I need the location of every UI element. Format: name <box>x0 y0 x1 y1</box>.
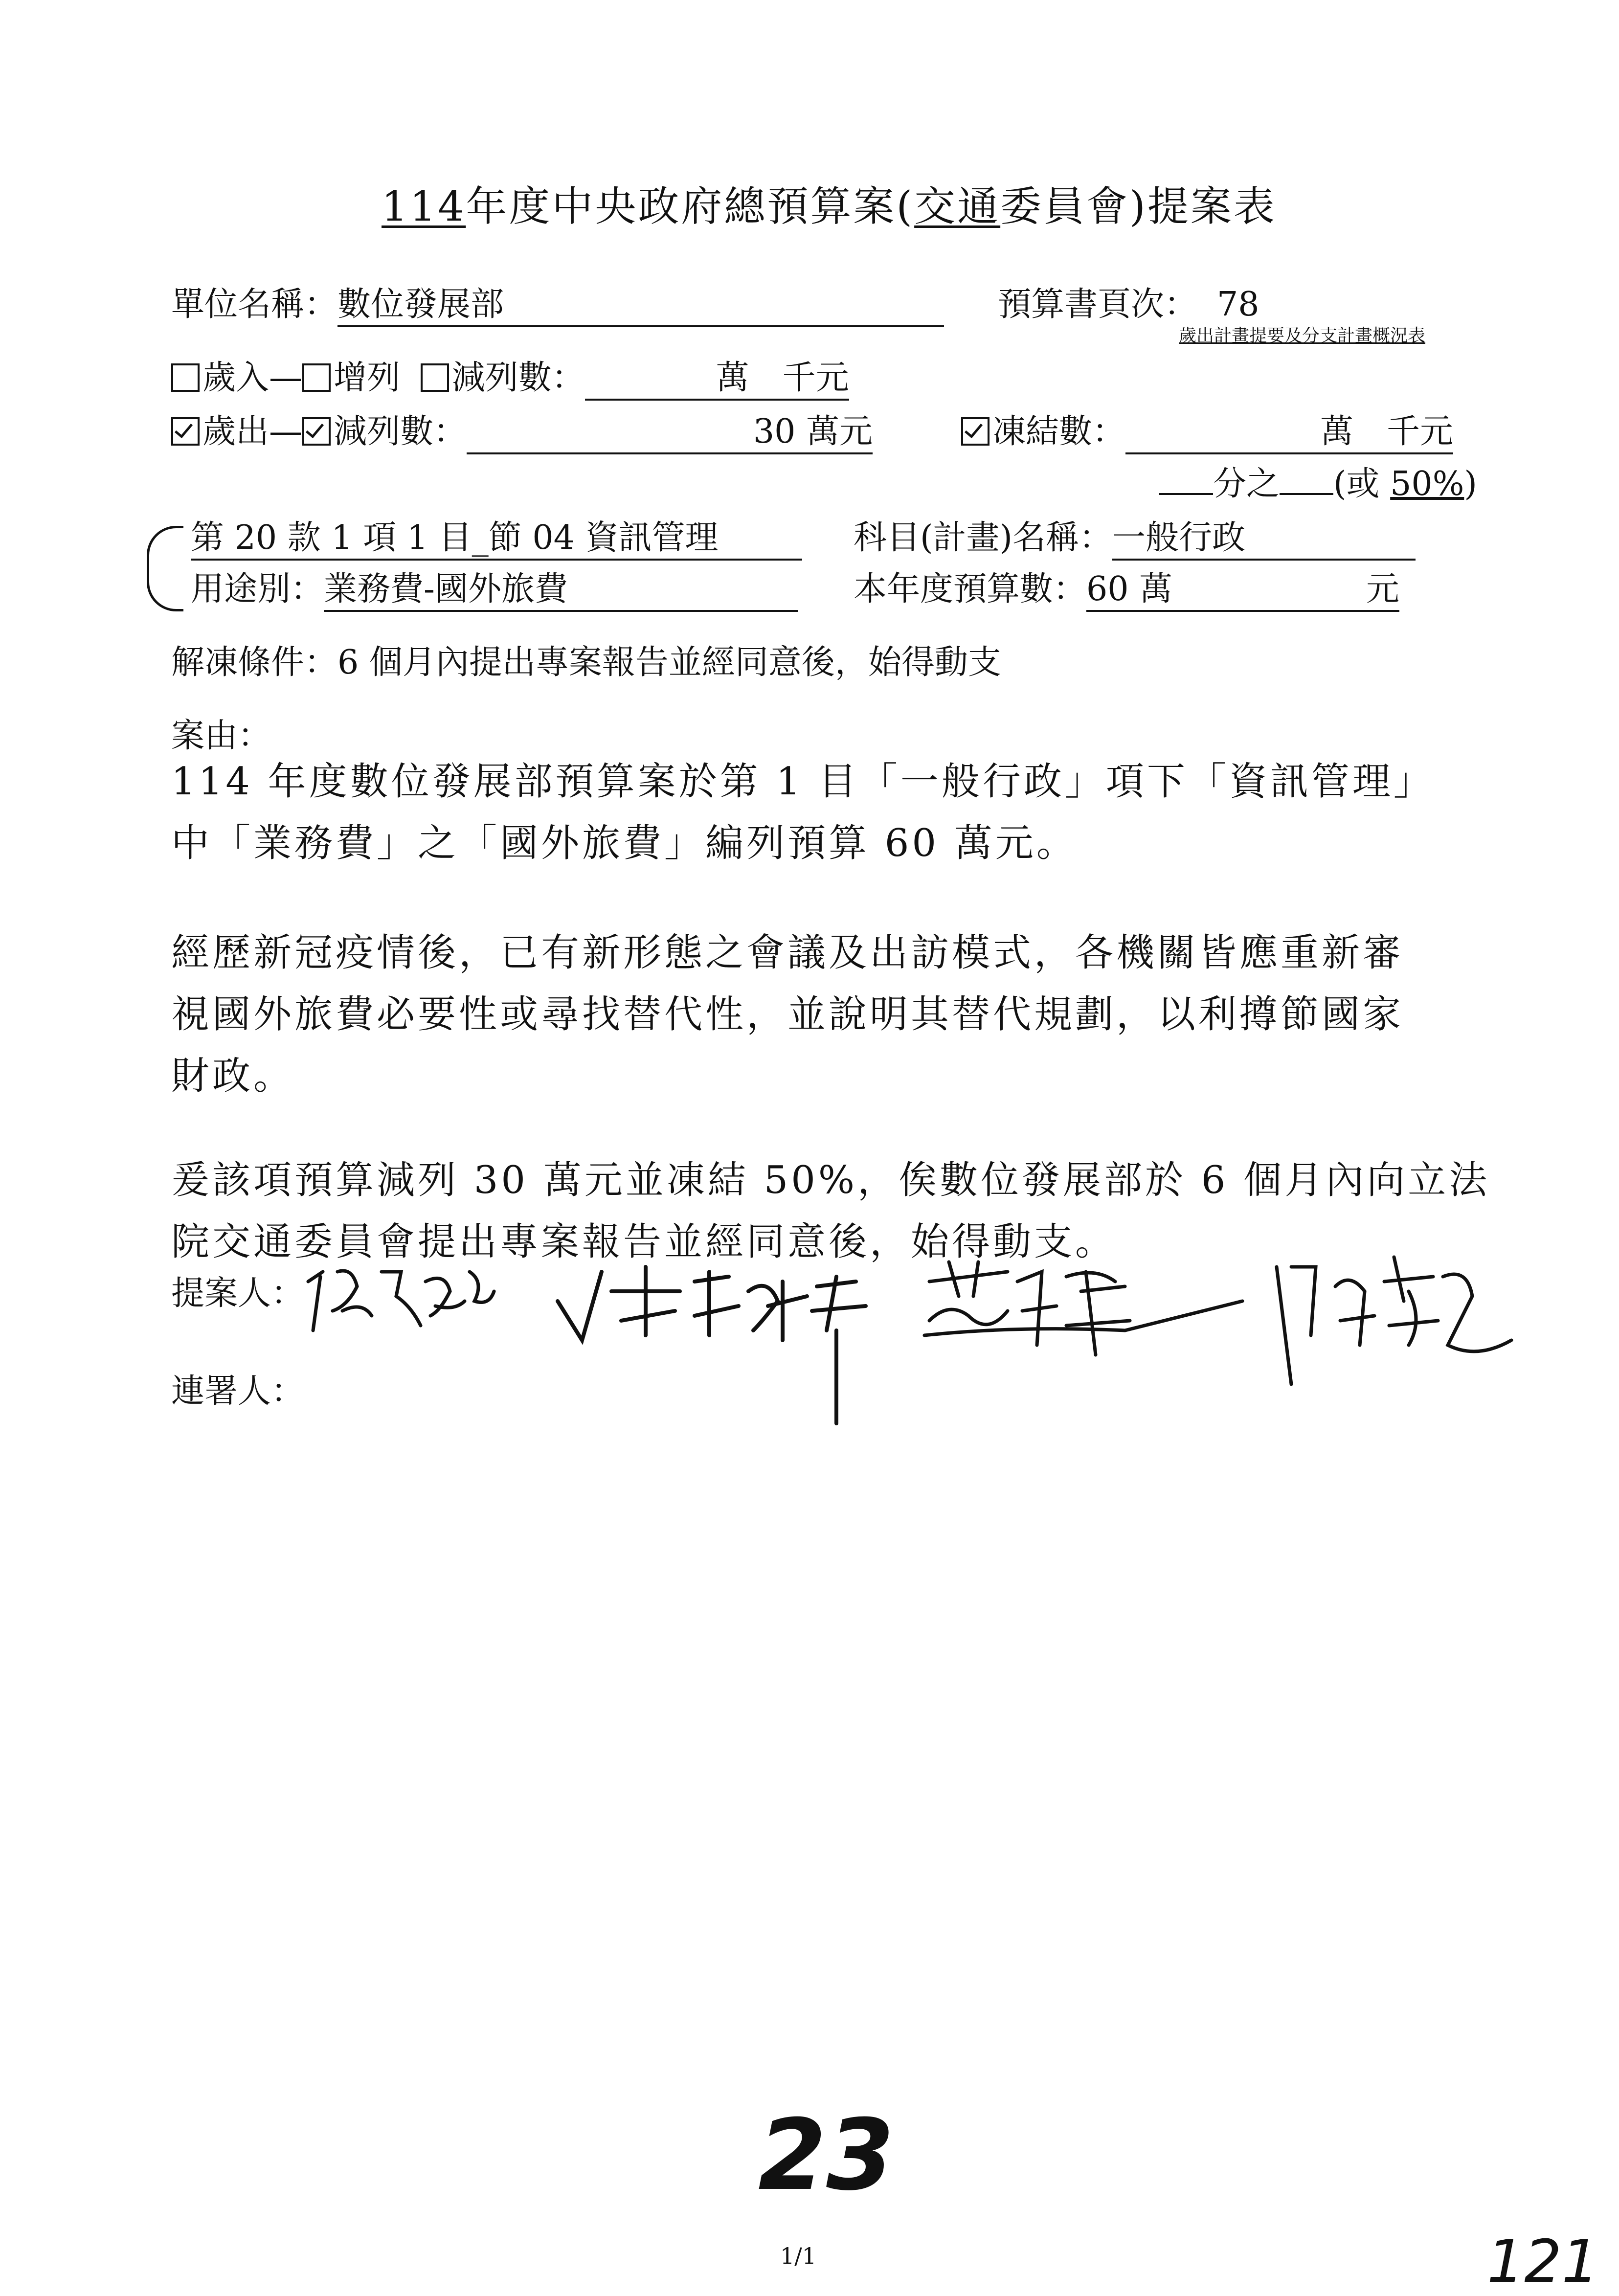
reason-paragraph-2 <box>171 922 1404 1107</box>
handwritten-page-mark: 23 <box>758 2098 895 2212</box>
expense-amount: 30 萬元 <box>467 405 873 454</box>
page-ref-label: 預算書頁次： <box>998 285 1198 324</box>
freeze-checkbox <box>961 417 989 446</box>
expense-checkbox <box>171 417 200 446</box>
paragraph-line: 視國外旅費必要性或尋找替代性，並說明其替代規劃，以利撙節國家 <box>171 992 1404 1036</box>
freeze-label: 凍結數： <box>992 412 1126 451</box>
fraction-blank-1 <box>1159 493 1213 495</box>
item-text: 第 20 款 1 項 1 目_節 04 資訊管理 <box>191 511 802 561</box>
paragraph-line: 院交通委員會提出專案報告並經同意後，始得動支。 <box>171 1220 1117 1264</box>
item-row <box>191 511 802 561</box>
page-ref-value: 78 <box>1217 285 1259 324</box>
corner-number: 121 <box>1487 2228 1599 2296</box>
paragraph-line: 財政。 <box>171 1054 295 1098</box>
cosigner-label: 連署人： <box>171 1372 305 1411</box>
signature-1 <box>298 1252 518 1350</box>
title-end: 委員會)提案表 <box>1000 182 1277 230</box>
budget-unit: 元 <box>1366 570 1400 608</box>
bracket-mark <box>147 526 183 611</box>
revenue-amount: 萬 千元 <box>585 351 849 401</box>
unit-row <box>171 278 944 327</box>
title-committee: 交通 <box>914 182 1001 230</box>
fraction-blank-2 <box>1280 493 1333 495</box>
fraction-close: ) <box>1464 465 1477 503</box>
expense-label: 歲出— <box>202 412 303 451</box>
expense-decrease-checkbox <box>302 417 331 446</box>
increase-checkbox <box>302 363 331 392</box>
budget-value: 60 萬 <box>1086 570 1173 608</box>
decrease-checkbox <box>421 363 449 392</box>
usage-row <box>191 563 798 612</box>
reason-label: 案由： <box>171 717 271 755</box>
unit-label: 單位名稱： <box>171 285 338 324</box>
subject-value: 一般行政 <box>1112 511 1416 561</box>
title-year: 114 <box>382 182 466 230</box>
usage-value: 業務費-國外旅費 <box>324 563 798 612</box>
freeze-amount: 萬 千元 <box>1125 405 1453 454</box>
increase-label: 增列 <box>334 359 401 397</box>
title-mid: 年度中央政府總預算案( <box>466 182 915 230</box>
decrease-label: 減列數： <box>451 359 585 397</box>
usage-label: 用途別： <box>191 570 324 608</box>
revenue-checkbox <box>171 363 200 392</box>
document-title <box>382 174 1277 233</box>
page-footer: 1/1 <box>780 2243 817 2269</box>
expense-decrease-label: 減列數： <box>334 412 467 451</box>
page-ref-note: 歲出計畫提要及分支計畫概況表 <box>1179 326 1426 346</box>
unfreeze-condition: 解凍條件：6 個月內提出專案報告並經同意後，始得動支 <box>171 643 1001 682</box>
reason-paragraph-1 <box>171 751 1435 874</box>
freeze-row <box>961 405 1453 454</box>
proposer-label: 提案人： <box>171 1274 305 1313</box>
paragraph-line: 中「業務費」之「國外旅費」編列預算 60 萬元。 <box>171 821 1078 865</box>
signature-2 <box>553 1262 876 1438</box>
budget-label: 本年度預算數： <box>854 570 1087 608</box>
unit-value: 數位發展部 <box>337 278 944 327</box>
fraction-percent: 50% <box>1390 465 1464 503</box>
expense-row <box>171 405 873 454</box>
page-ref <box>998 278 1259 325</box>
fraction-text: 分之 <box>1213 465 1280 503</box>
signature-4 <box>1262 1247 1516 1404</box>
subject-label: 科目(計畫)名稱： <box>854 518 1113 557</box>
subject-row <box>854 511 1416 561</box>
signature-3 <box>920 1252 1252 1379</box>
fraction-row <box>1159 457 1477 505</box>
budget-row <box>854 563 1399 612</box>
paragraph-line: 爰該項預算減列 30 萬元並凍結 50%，俟數位發展部於 6 個月內向立法 <box>171 1158 1490 1202</box>
revenue-row <box>171 351 849 401</box>
paragraph-line: 114 年度數位發展部預算案於第 1 目「一般行政」項下「資訊管理」 <box>171 760 1435 804</box>
revenue-label: 歲入— <box>202 359 303 397</box>
paragraph-line: 經歷新冠疫情後，已有新形態之會議及出訪模式，各機關皆應重新審 <box>171 931 1404 975</box>
fraction-paren: (或 <box>1333 465 1391 503</box>
